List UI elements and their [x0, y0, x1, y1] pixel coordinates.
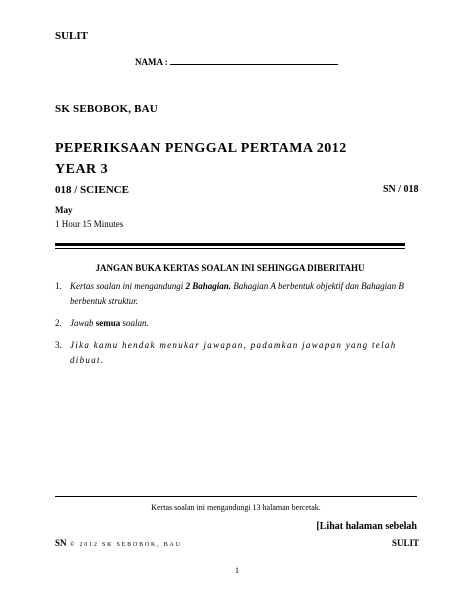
divider-thin — [55, 248, 405, 249]
footer-code: SN — [55, 538, 67, 548]
instruction-3 — [55, 338, 415, 368]
copyright-text: © 2012 SK SEBOBOK, BAU — [66, 542, 182, 548]
instruction-text-part: Bahagian A berbentuk objektif dan Bahagian B berbentuk struktur. — [70, 281, 404, 306]
instruction-text — [70, 316, 415, 331]
name-field — [135, 56, 338, 67]
paper-code: SN / 018 — [383, 184, 419, 195]
instruction-text: Jika kamu hendak menukar jawapan, padamkan jawapan yang telah dibuat. — [70, 340, 397, 365]
exam-duration: 1 Hour 15 Minutes — [55, 219, 124, 229]
school-name: SK SEBOBOK, BAU — [55, 103, 158, 115]
page-count-note: Kertas soalan ini mengandungi 13 halaman bercetak. — [151, 503, 321, 512]
do-not-open-warning: JANGAN BUKA KERTAS SOALAN INI SEHINGGA DIBERITAHU — [95, 263, 365, 273]
instruction-number: 3. — [55, 340, 62, 350]
name-label: NAMA : — [135, 57, 168, 67]
instruction-text — [70, 279, 415, 309]
footer-copyright — [55, 538, 182, 548]
confidential-mark-top: SULIT — [55, 30, 89, 42]
instruction-emphasis: semua — [95, 318, 121, 328]
instruction-text-part: soalan. — [120, 318, 149, 328]
name-blank-line — [170, 56, 338, 65]
instruction-text-part: Kertas soalan ini mengandungi — [70, 281, 186, 291]
instruction-emphasis: 2 Bahagian. — [185, 281, 232, 291]
instruction-1 — [55, 279, 415, 309]
divider-thick — [55, 243, 405, 246]
subject-code: 018 / SCIENCE — [55, 184, 129, 196]
instruction-2 — [55, 316, 415, 331]
instruction-number: 1. — [55, 281, 62, 291]
confidential-mark-bottom: SULIT — [392, 538, 420, 548]
next-page-note: [Lihat halaman sebelah — [316, 521, 417, 532]
year-level: YEAR 3 — [55, 162, 109, 177]
instruction-text-part: Jawab — [70, 318, 96, 328]
exam-title: PEPERIKSAAN PENGGAL PERTAMA 2012 — [55, 141, 347, 156]
exam-month: May — [55, 205, 73, 215]
page-number: 1 — [235, 566, 239, 575]
instruction-number: 2. — [55, 318, 62, 328]
footer-divider — [55, 496, 417, 497]
